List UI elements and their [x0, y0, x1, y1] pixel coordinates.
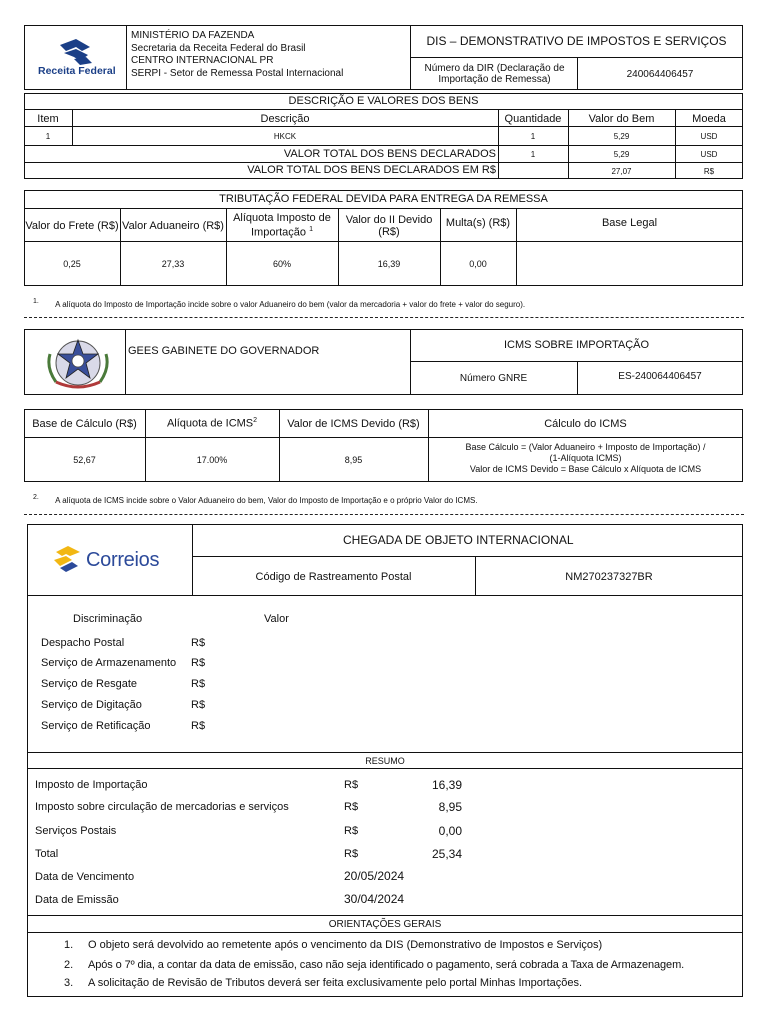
tax-header-rate-sup: 1	[309, 226, 313, 234]
tax-header-legal: Base Legal	[601, 217, 658, 229]
orientacao-1-number: 1.	[64, 939, 74, 951]
icms-calc-line-2: (1-Alíquota ICMS)	[549, 453, 622, 463]
tax-footnote-text: A alíquota do Imposto de Importação incide sobre o valor Aduaneiro do bem (valor da mercadoria + valor do frete + valor do seguro).	[55, 299, 526, 309]
resumo-ii-value: 16,39	[431, 778, 462, 792]
orientacao-2-number: 2.	[64, 959, 74, 971]
total-declared-value: 5,29	[613, 150, 630, 159]
service-armazenamento-label: Serviço de Armazenamento	[41, 657, 177, 669]
goods-title: DESCRIÇÃO E VALORES DOS BENS	[24, 93, 743, 110]
tax-value-rate: 60%	[272, 259, 291, 269]
icms-value-rate: 17.00%	[196, 455, 228, 465]
icms-value-due: 8,95	[344, 455, 363, 465]
tax-value-fines: 0,00	[469, 259, 487, 269]
service-retificacao-cur: R$	[191, 720, 206, 732]
icms-header-calc: Cálculo do ICMS	[544, 417, 627, 430]
icms-import-title: ICMS SOBRE IMPORTAÇÃO	[410, 329, 743, 362]
goods-header-item: Item	[37, 112, 59, 125]
total-brl-label: VALOR TOTAL DOS BENS DECLARADOS EM R$	[247, 164, 496, 176]
goods-row-qty: 1	[530, 132, 536, 141]
resumo-ii-cur: R$	[344, 779, 359, 791]
icms-header-rate-text: Alíquota de ICMS	[166, 417, 254, 430]
resumo-ii-label: Imposto de Importação	[35, 779, 148, 791]
org-lines	[131, 30, 343, 80]
correios-emblem-icon	[52, 546, 82, 574]
goods-header-desc: Descrição	[260, 112, 310, 125]
icms-header-due: Valor de ICMS Devido (R$)	[287, 417, 420, 430]
issue-date-label: Data de Emissão	[35, 894, 119, 906]
issue-date-value: 30/04/2024	[344, 892, 405, 906]
orientacoes-title: ORIENTAÇÕES GERAIS	[27, 915, 743, 933]
tracking-label: Código de Rastreamento Postal	[255, 570, 412, 583]
service-digitacao-label: Serviço de Digitação	[41, 699, 142, 711]
resumo-title: RESUMO	[27, 752, 743, 769]
service-digitacao-cur: R$	[191, 699, 206, 711]
goods-header-qty: Quantidade	[504, 112, 562, 125]
tax-header-ii-due: Valor do II Devido (R$)	[345, 213, 433, 238]
dir-label: Número da DIR (Declaração de Importação de Remessa)	[424, 63, 565, 85]
dir-number: 240064406457	[626, 68, 694, 80]
goods-row-item: 1	[45, 132, 51, 141]
tax-header-freight: Valor do Frete (R$)	[25, 219, 119, 232]
tax-value-legal	[516, 242, 743, 286]
tax-footnote-number: 1.	[33, 298, 39, 305]
resumo-icms-cur: R$	[344, 801, 359, 813]
org-line-serpi: SERPI - Setor de Remessa Postal Internacional	[131, 67, 344, 79]
tax-header-fines: Multa(s) (R$)	[445, 217, 511, 229]
icms-calc-line-3: Valor de ICMS Devido = Base Cálculo x Alíquota de ICMS	[469, 464, 702, 474]
icms-header-base: Base de Cálculo (R$)	[32, 417, 137, 430]
due-date-label: Data de Vencimento	[35, 871, 135, 883]
receita-federal-logo-text: Receita Federal	[38, 65, 116, 77]
icms-value-base: 52,67	[73, 455, 96, 465]
goods-header-currency: Moeda	[692, 112, 726, 125]
goods-header-value: Valor do Bem	[588, 112, 655, 125]
service-retificacao-label: Serviço de Retificação	[41, 720, 151, 732]
icms-footnote	[33, 494, 478, 505]
coat-of-arms-icon	[40, 334, 116, 392]
correios-logo	[52, 546, 172, 576]
resumo-icms-value: 8,95	[438, 800, 462, 814]
gnre-number: ES-240064406457	[618, 371, 702, 382]
total-brl-currency: R$	[703, 166, 715, 176]
correios-title: CHEGADA DE OBJETO INTERNACIONAL	[192, 524, 743, 557]
goods-row-currency: USD	[700, 132, 718, 141]
separator-2	[24, 514, 744, 515]
orientacao-1-text: O objeto será devolvido ao remetente após o vencimento da DIS (Demonstrativo de Impostos e Serviços)	[88, 939, 603, 951]
resumo-postal-cur: R$	[344, 825, 359, 837]
receita-federal-logo	[30, 35, 120, 83]
orientacao-3-text: A solicitação de Revisão de Tributos deverá ser feita exclusivamente pelo portal Minhas Importações.	[88, 977, 583, 989]
orientacao-3-number: 3.	[64, 977, 74, 989]
service-despacho-label: Despacho Postal	[41, 637, 125, 649]
tax-value-freight: 0,25	[63, 259, 81, 269]
service-resgate-label: Serviço de Resgate	[41, 678, 137, 690]
service-resgate-cur: R$	[191, 678, 206, 690]
total-declared-currency: USD	[700, 150, 718, 159]
espirito-santo-coat-of-arms	[40, 334, 116, 392]
gnre-label: Número GNRE	[459, 373, 528, 384]
org-line-secretaria: Secretaria da Receita Federal do Brasil	[131, 42, 306, 54]
tax-title: TRIBUTAÇÃO FEDERAL DEVIDA PARA ENTREGA DA REMESSA	[24, 190, 743, 209]
correios-logo-text: Correios	[86, 549, 160, 571]
doc-title: DIS – DEMONSTRATIVO DE IMPOSTOS E SERVIÇOS	[410, 25, 743, 58]
total-declared-label: VALOR TOTAL DOS BENS DECLARADOS	[283, 148, 496, 160]
state-org: GEES GABINETE DO GOVERNADOR	[128, 345, 320, 357]
tax-value-customs: 27,33	[161, 259, 185, 269]
due-date-value: 20/05/2024	[344, 869, 405, 883]
resumo-postal-value: 0,00	[438, 824, 462, 838]
resumo-postal-label: Serviços Postais	[35, 825, 117, 837]
resumo-total-label: Total	[35, 848, 59, 860]
total-brl-value: 27,07	[611, 166, 632, 176]
icms-footnote-text: A alíquota de ICMS incide sobre o Valor Aduaneiro do bem, Valor do Imposto de Importação e o próprio Valor do ICMS.	[55, 495, 478, 505]
org-line-ministry: MINISTÉRIO DA FAZENDA	[131, 30, 255, 41]
icms-calc-line-1: Base Cálculo = (Valor Aduaneiro + Imposto de Importação) /	[465, 442, 706, 452]
tax-value-ii-due: 16,39	[377, 259, 401, 269]
org-line-centro: CENTRO INTERNACIONAL PR	[131, 55, 274, 66]
goods-row-value: 5,29	[613, 132, 630, 141]
icms-header-rate	[145, 409, 279, 438]
tracking-code: NM270237327BR	[565, 570, 653, 583]
service-despacho-cur: R$	[191, 637, 206, 649]
icms-footnote-number: 2.	[33, 494, 39, 501]
orientacao-2-text: Após o 7º dia, a contar da data de emissão, caso não seja identificado o pagamento, será cobrada a Taxa de Armazenagem.	[88, 959, 685, 971]
separator-1	[24, 317, 744, 318]
resumo-icms-label: Imposto sobre circulação de mercadorias e serviços	[35, 801, 289, 813]
resumo-total-cur: R$	[344, 848, 359, 860]
total-declared-qty: 1	[530, 150, 536, 159]
icms-calc-formula	[428, 438, 743, 482]
goods-row-desc: HKCK	[273, 132, 297, 141]
tax-header-rate-text: Alíquota Imposto de Importação	[233, 212, 331, 239]
icms-header-rate-sup: 2	[253, 417, 258, 425]
tax-footnote	[33, 298, 525, 309]
tax-header-rate	[226, 209, 338, 242]
resumo-total-value: 25,34	[431, 847, 462, 861]
value-header: Valor	[264, 613, 289, 625]
disc-header: Discriminação	[73, 613, 143, 625]
tax-header-customs: Valor Aduaneiro (R$)	[122, 219, 224, 232]
service-armazenamento-cur: R$	[191, 657, 206, 669]
